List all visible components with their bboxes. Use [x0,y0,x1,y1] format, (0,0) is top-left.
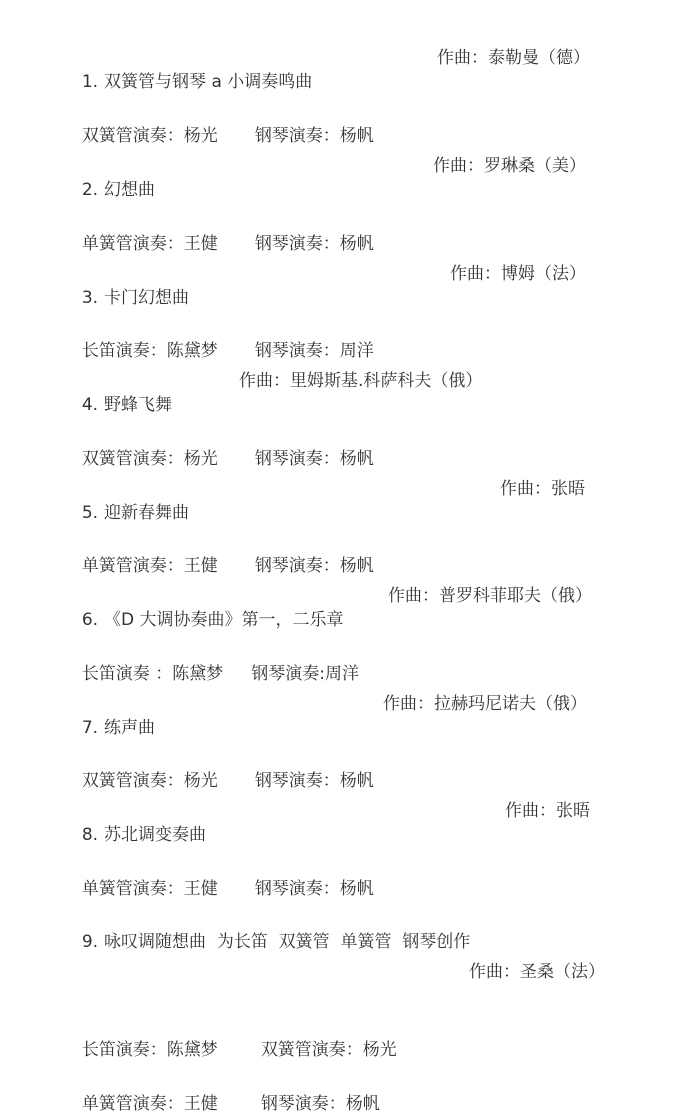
performer-1: 长笛演奏：陈黛梦 [81,341,218,361]
performer-1: 长笛演奏 ：陈黛梦 [81,664,224,684]
piece-title: 野蜂飞舞 [104,395,173,415]
performer-1: 双簧管演奏：杨光 [81,126,218,146]
item-number: 3. [81,288,99,308]
program-item-5 [71,477,189,525]
item-number: 7. [81,718,99,738]
composer-credit: 作曲：里姆斯基.科萨科夫（俄） [239,371,483,391]
performer-2: 钢琴演奏：杨帆 [254,449,374,469]
piece-title: 幻想曲 [104,180,156,200]
performer-2: 双簧管演奏：杨光 [260,1040,397,1060]
piece-title: 卡门幻想曲 [104,288,190,308]
piece-title: 苏北调变奏曲 [104,825,207,845]
performer-2: 钢琴演奏：杨帆 [254,556,374,576]
performer-1: 长笛演奏：陈黛梦 [81,1040,218,1060]
composer-credit: 作曲：圣桑（法） [469,962,605,982]
item-number: 8. [81,825,99,845]
item-number: 1. [81,72,99,92]
performer-1: 双簧管演奏：杨光 [81,771,218,791]
performer-line [71,100,374,148]
performer-2: 钢琴演奏：杨帆 [254,879,374,899]
piece-title: 练声曲 [104,718,156,738]
performer-line [71,638,359,686]
performer-1: 单簧管演奏：王健 [81,234,218,254]
program-item-6 [71,584,344,632]
program-item-7 [71,692,155,740]
program-item-4 [71,369,172,417]
composer-credit: 作曲：罗琳桑（美） [433,156,586,176]
composer-credit: 作曲：张晤 [500,479,585,499]
item-number: 4. [81,395,99,415]
piece-title: 迎新春舞曲 [104,503,190,523]
piece-title: 双簧管与钢琴 a 小调奏鸣曲 [104,72,313,92]
program-item-9 [71,906,470,954]
composer-credit: 作曲：普罗科菲耶夫（俄） [388,586,592,606]
program-item-3 [71,262,189,310]
item-number: 9. [81,932,99,952]
program-item-8 [71,799,206,847]
performer-line [71,423,374,471]
performer-line [71,1014,397,1062]
performer-line [71,1068,380,1116]
program-item-2 [71,154,155,202]
performer-1: 双簧管演奏：杨光 [81,449,218,469]
performer-2: 钢琴演奏：杨帆 [254,771,374,791]
performer-line [71,853,374,901]
item-number: 2. [81,180,99,200]
performer-2: 钢琴演奏：杨帆 [254,126,374,146]
composer-credit: 作曲：张晤 [505,801,590,821]
item-number: 6. [81,610,99,630]
performer-1: 单簧管演奏：王健 [81,1094,218,1114]
performer-line [71,530,374,578]
composer-credit: 作曲：拉赫玛尼诺夫（俄） [383,694,587,714]
performer-2: 钢琴演奏：杨帆 [254,234,374,254]
performer-1: 单簧管演奏：王健 [81,556,218,576]
performer-line [71,208,374,256]
performer-2: 钢琴演奏:周洋 [251,664,359,684]
performer-line [71,315,374,363]
performer-2: 钢琴演奏：周洋 [254,341,374,361]
performer-2: 钢琴演奏：杨帆 [260,1094,380,1114]
item-number: 5. [81,503,99,523]
performer-line [71,745,374,793]
piece-title: 《D 大调协奏曲》第一，二乐章 [104,610,344,630]
composer-credit: 作曲：泰勒曼（德） [437,48,590,68]
composer-credit: 作曲：博姆（法） [450,264,586,284]
program-item-1 [71,46,312,94]
piece-title: 咏叹调随想曲 为长笛 双簧管 单簧管 钢琴创作 [104,932,471,952]
performer-1: 单簧管演奏：王健 [81,879,218,899]
